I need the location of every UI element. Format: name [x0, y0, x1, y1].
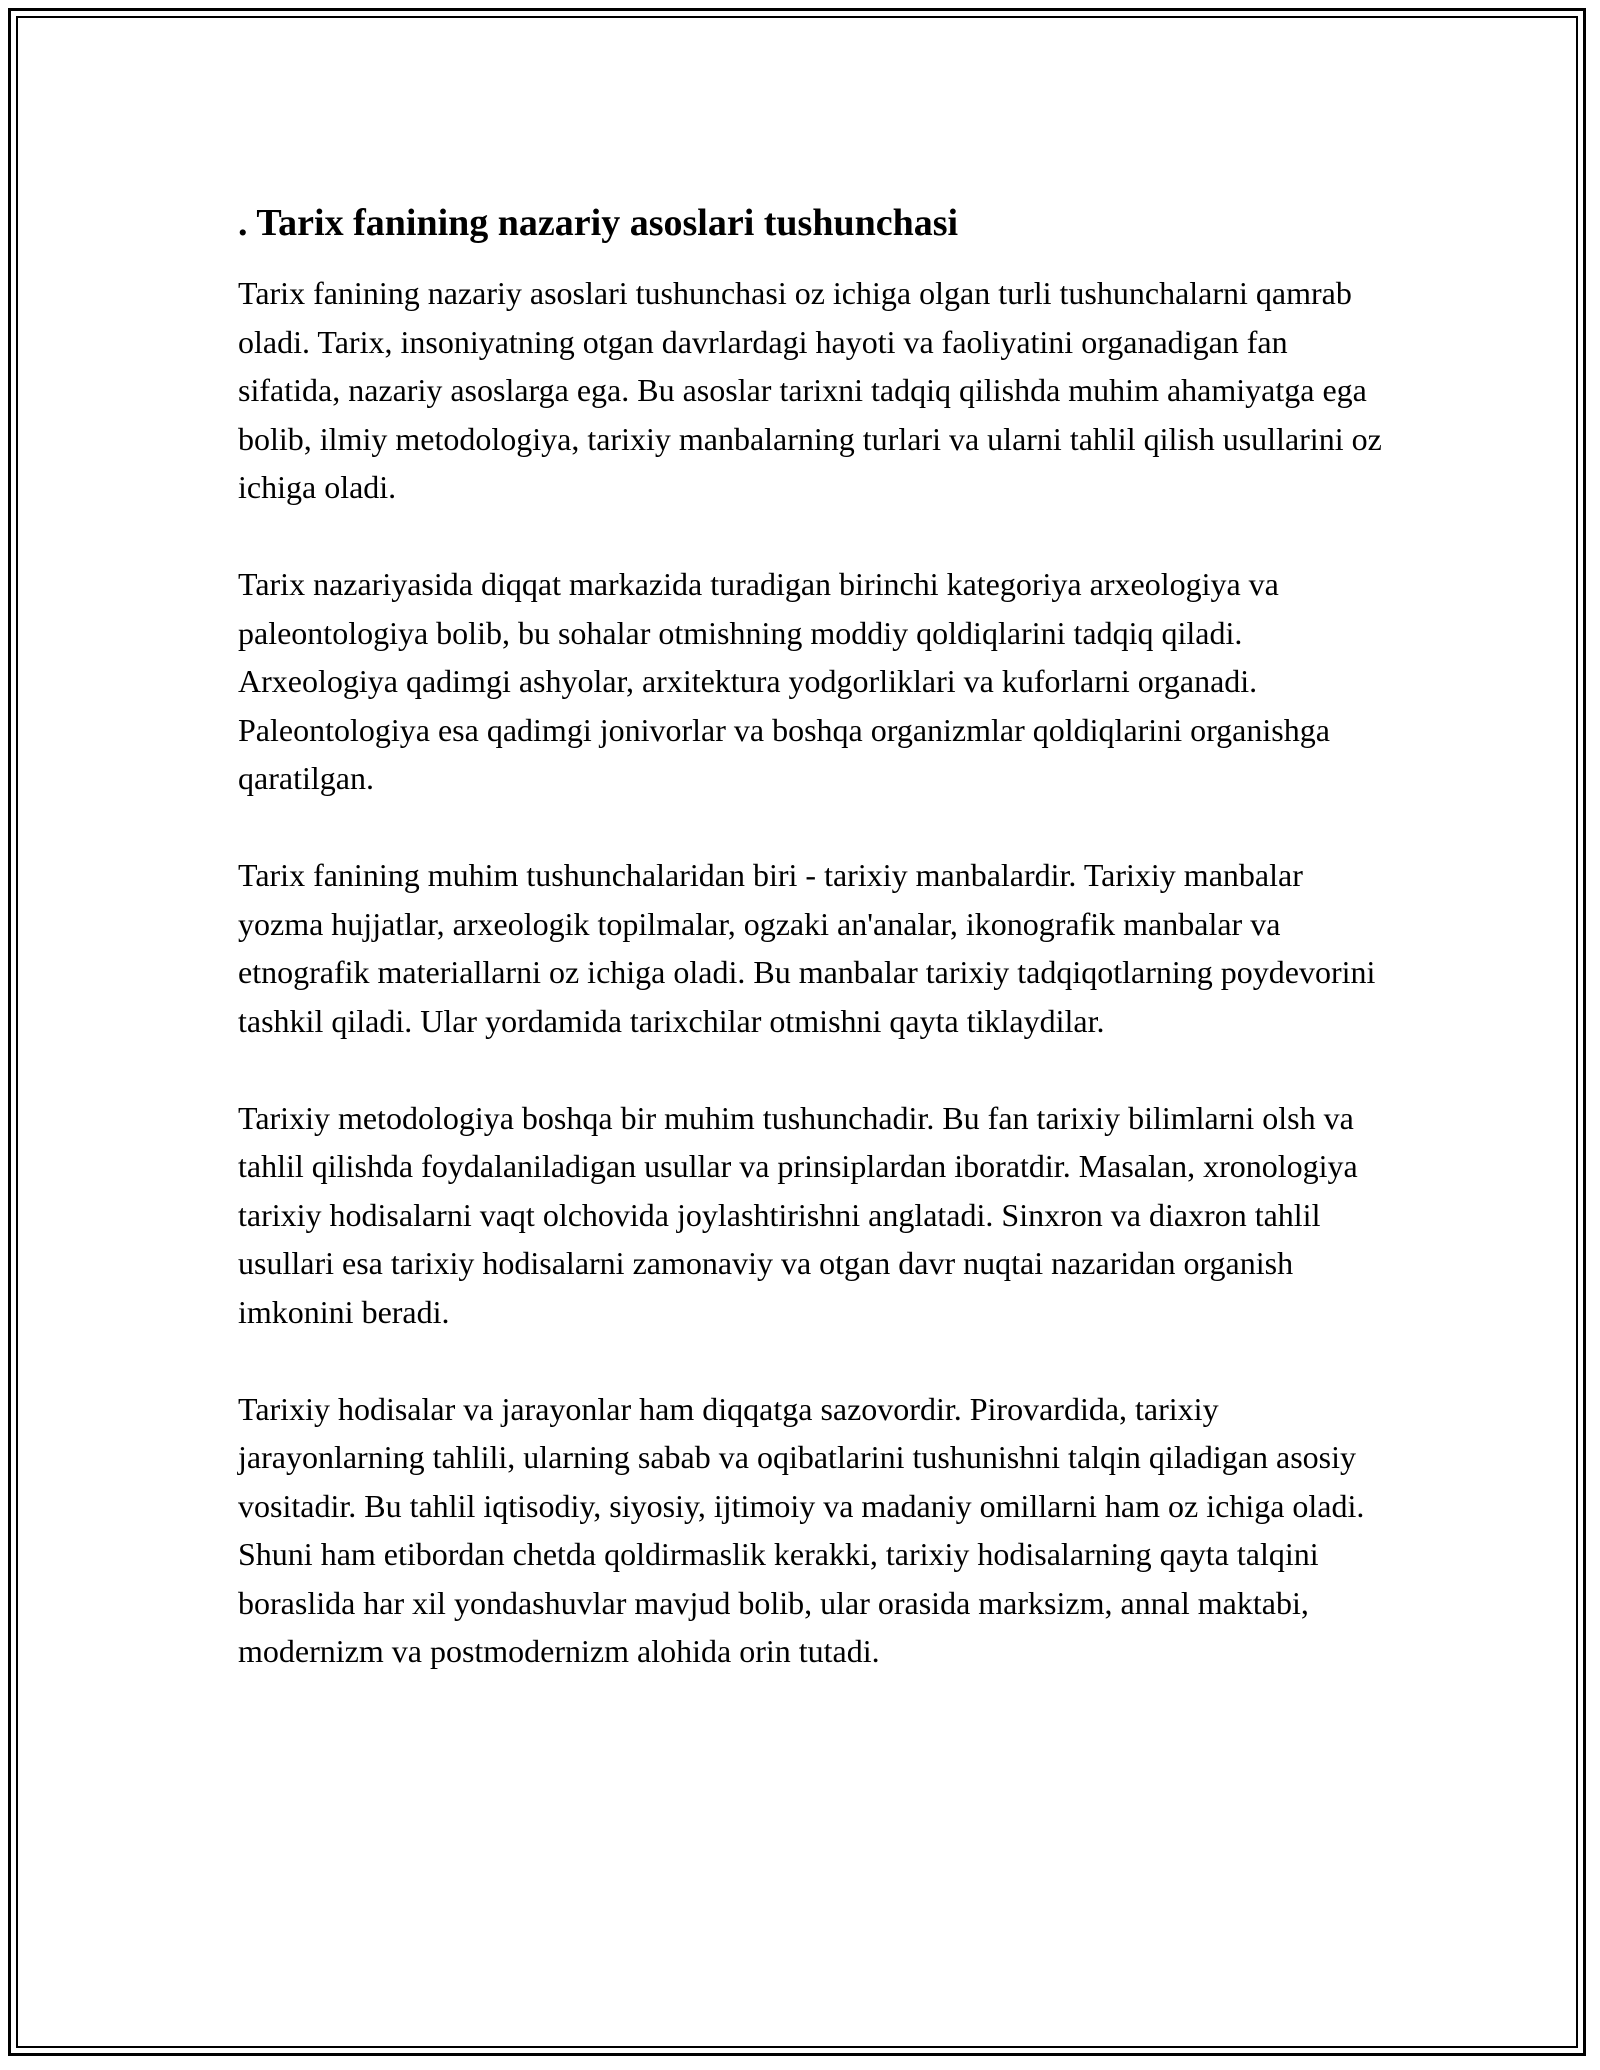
paragraph-4: Tarixiy metodologiya boshqa bir muhim tushunchadir. Bu fan tarixiy bilimlarni olsh va tahlil qilishda foydalaniladigan usullar va prinsiplardan iboratdir. Masalan, xronologiya tarixiy hodisalarni vaqt olchovida joylashtirishni anglatadi. Sinxron va diaxron tahlil usullari esa tarixiy hodisalarni zamonaviy va otgan davr nuqtai nazaridan organish imkonini beradi.	[238, 1099, 1358, 1330]
page-border	[8, 8, 1586, 2056]
document-title: . Tarix fanining nazariy asoslari tushunchasi	[238, 202, 959, 244]
paragraph-1: Tarix fanining nazariy asoslari tushunchasi oz ichiga olgan turli tushunchalarni qamrab oladi. Tarix, insoniyatning otgan davrlardagi hayoti va faoliyatini organadigan fan sifatida, nazariy asoslarga ega. Bu asoslar tarixni tadqiq qilishda muhim ahamiyatga ega bolib, ilmiy metodologiya, tarixiy manbalarning turlari va ularni tahlil qilish usullarini oz ichiga oladi.	[238, 275, 1382, 505]
document-body	[238, 201, 1388, 1724]
paragraph-5: Tarixiy hodisalar va jarayonlar ham diqqatga sazovordir. Pirovardida, tarixiy jarayonlarning tahlili, ularning sabab va oqibatlarini tushunishni talqin qiladigan asosiy vositadir. Bu tahlil iqtisodiy, siyosiy, ijtimoiy va madaniy omillarni ham oz ichiga oladi. Shuni ham etibordan chetda qoldirmaslik kerakki, tarixiy hodisalarning qayta talqini boraslida har xil yondashuvlar mavjud bolib, ular orasida marksizm, annal maktabi, modernizm va postmodernizm alohida orin tutadi.	[238, 1390, 1365, 1669]
paragraph-3: Tarix fanining muhim tushunchalaridan biri - tarixiy manbalardir. Tarixiy manbalar yozma hujjatlar, arxeologik topilmalar, ogzaki an'analar, ikonografik manbalar va etnografik materiallarni oz ichiga oladi. Bu manbalar tarixiy tadqiqotlarning poydevorini tashkil qiladi. Ular yordamida tarixchilar otmishni qayta tiklaydilar.	[238, 857, 1376, 1039]
paragraph-2: Tarix nazariyasida diqqat markazida turadigan birinchi kategoriya arxeologiya va paleontologiya bolib, bu sohalar otmishning moddiy qoldiqlarini tadqiq qiladi. Arxeologiya qadimgi ashyolar, arxitektura yodgorliklari va kuforlarni organadi. Paleontologiya esa qadimgi jonivorlar va boshqa organizmlar qoldiqlarini organishga qaratilgan.	[238, 566, 1330, 796]
